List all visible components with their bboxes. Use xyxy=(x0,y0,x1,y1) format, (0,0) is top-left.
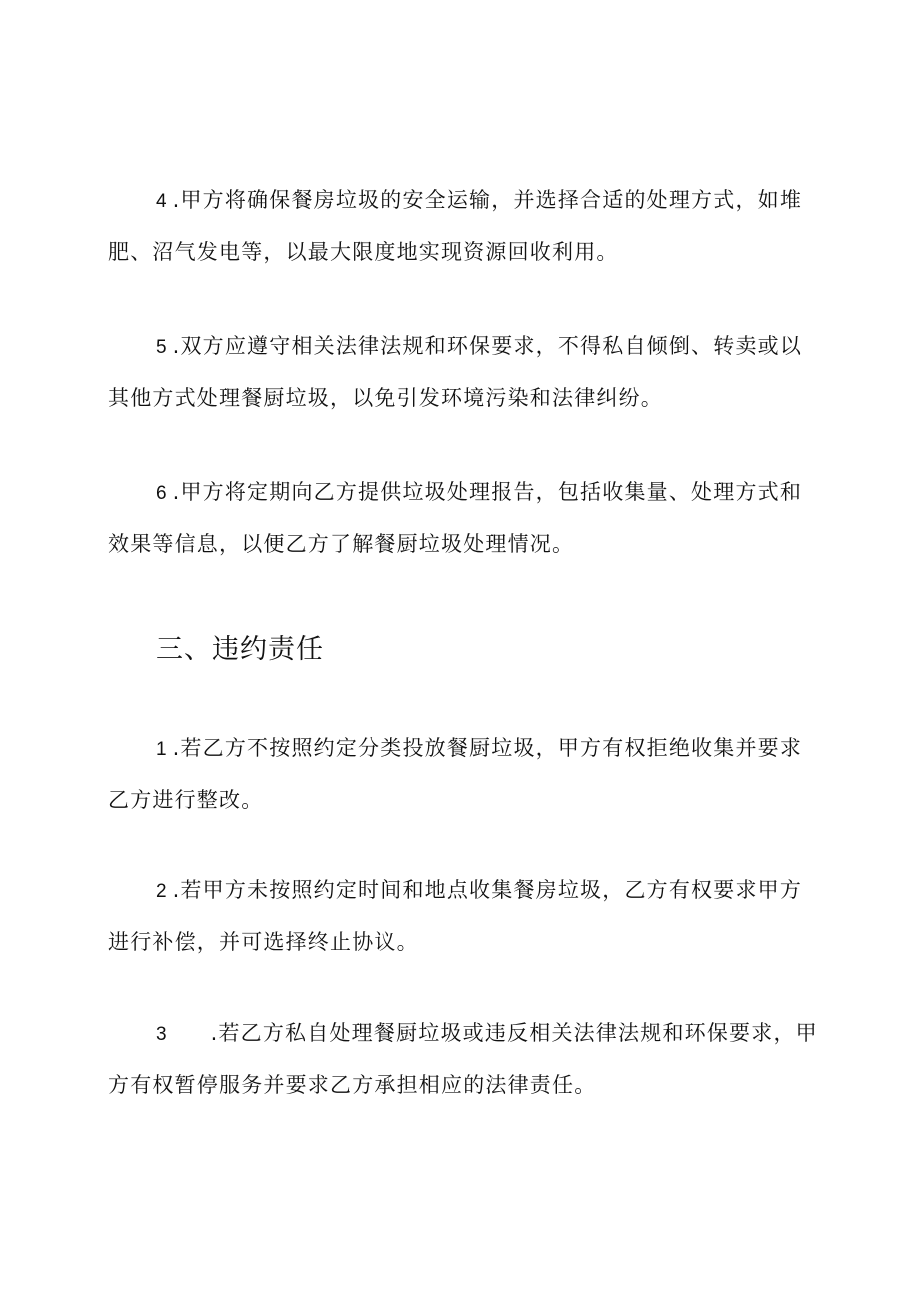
paragraph-5 xyxy=(108,321,820,423)
clause-number: 3 xyxy=(156,1024,167,1045)
paragraph-text: .甲方将确保餐房垃圾的安全运输，并选择合适的处理方式，如堆肥、沼气发电等，以最大限度地实现资源回收利用。 xyxy=(108,188,803,264)
clause-2 xyxy=(108,865,820,967)
paragraph-number: 4 xyxy=(156,191,167,212)
clause-text: .若乙方不按照约定分类投放餐厨垃圾，甲方有权拒绝收集并要求乙方进行整改。 xyxy=(108,736,803,812)
clause-number: 1 xyxy=(156,739,167,760)
clause-3 xyxy=(108,1008,820,1110)
paragraph-number: 5 xyxy=(156,337,167,358)
clause-text: .若甲方未按照约定时间和地点收集餐房垃圾，乙方有权要求甲方进行补偿，并可选择终止协议。 xyxy=(108,878,803,954)
paragraph-text: .双方应遵守相关法律法规和环保要求，不得私自倾倒、转卖或以其他方式处理餐厨垃圾，以免引发环境污染和法律纠纷。 xyxy=(108,334,803,410)
clause-number: 2 xyxy=(156,881,167,902)
clause-text: .若乙方私自处理餐厨垃圾或违反相关法律法规和环保要求，甲方有权暂停服务并要求乙方承担相应的法律责任。 xyxy=(108,1021,818,1097)
paragraph-4 xyxy=(108,175,820,277)
paragraph-number: 6 xyxy=(156,483,167,504)
paragraph-text: .甲方将定期向乙方提供垃圾处理报告，包括收集量、处理方式和效果等信息，以便乙方了解餐厨垃圾处理情况。 xyxy=(108,480,803,556)
section-heading: 三、违约责任 xyxy=(156,634,324,665)
paragraph-6 xyxy=(108,467,820,569)
clause-1 xyxy=(108,723,820,825)
